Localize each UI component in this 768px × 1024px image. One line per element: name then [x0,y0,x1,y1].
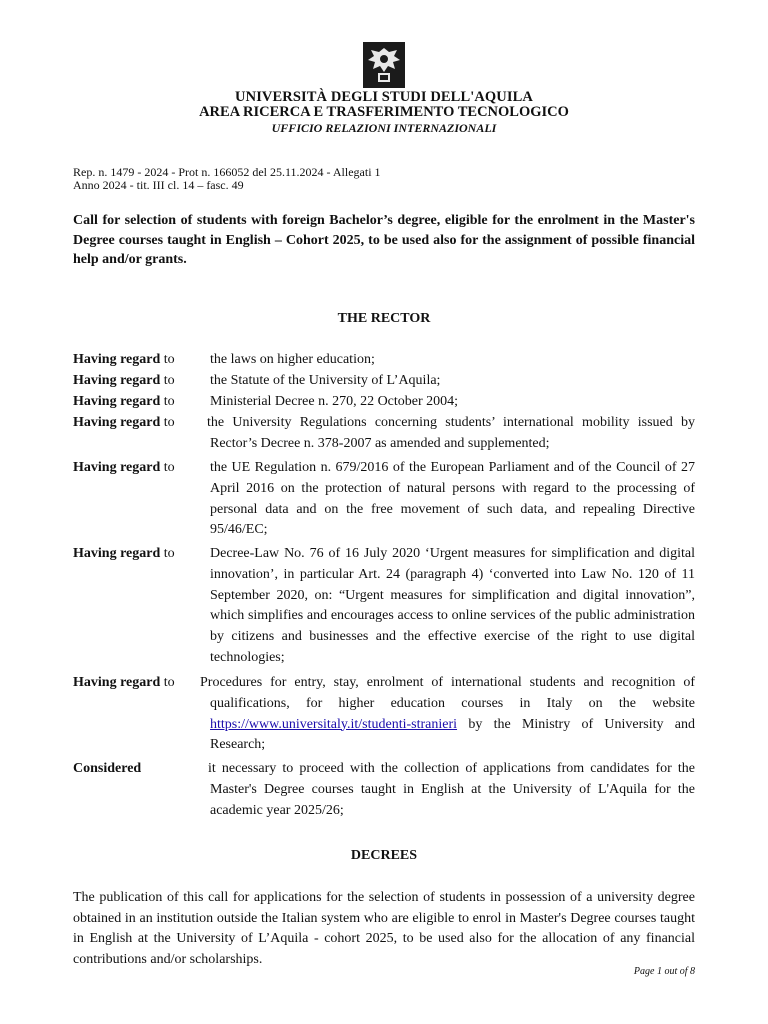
universitaly-link[interactable]: https://www.universitaly.it/studenti-stranieri [210,716,458,732]
clause-label: Having regard to [73,546,175,561]
page-number: Page 1 out of 8 [633,966,695,977]
clause-text: the UE Regulation n. 679/2016 of the European Parliament and of the Council of 27 April 2016 on the protection of natural persons with regard to the processing of personal data and on the free movement of such data, and repealing Directive 95/46/EC; [210,460,695,538]
clause-5 [73,458,695,541]
clause-label: Considered [73,761,142,776]
clause-text: Procedures for entry, stay, enrolment of international students and recognition of qualifications, for higher education courses in Italy on the website https://www.universitaly.it/studenti-stranieri by the Ministry of University and Research; [200,675,695,753]
clause-3 [73,392,695,413]
clause-8 [73,759,695,821]
clause-2 [73,371,695,392]
clause-label: Having regard to [73,460,175,475]
clause-text: the University Regulations concerning students’ international mobility issued by Rector’s Decree n. 378-2007 as amended and supplemented; [207,415,695,451]
clause-text: Decree-Law No. 76 of 16 July 2020 ‘Urgent measures for simplification and digital innovation’, in particular Art. 24 (paragraph 4) ‘converted into Law No. 120 of 11 September 2020, on: “Urgent measures for simplification and digital innovation”, which simplifies and encourages access to online services of the public administration by citizens and businesses and the effective exercise of the right to use digital technologies; [210,546,695,665]
clause-text: Ministerial Decree n. 270, 22 October 2004; [210,394,459,409]
clause-label: Having regard to [73,394,175,409]
clause-6 [73,544,695,669]
decree-text: The publication of this call for applications for the selection of students in possession of a university degree obtained in an institution outside the Italian system who are eligible to enrol in Master's Degree courses taught in English at the University of L’Aquila - cohort 2025, to be used also for the allocation of any financial contributions and/or scholarships. [73,890,695,967]
area-name: AREA RICERCA E TRASFERIMENTO TECNOLOGICO [199,104,569,120]
clause-4 [73,413,695,455]
clause-text: it necessary to proceed with the collection of applications from candidates for the Master's Degree courses taught in English at the University of L'Aquila for the academic year 2025/26; [208,761,695,818]
university-name: UNIVERSITÀ DEGLI STUDI DELL'AQUILA [235,89,533,105]
university-crest-logo [363,42,405,88]
decrees-heading: DECREES [350,848,418,863]
clause-7 [73,673,695,756]
clause-label: Having regard to [73,415,175,430]
clause-1 [73,350,695,371]
protocol-line-1: Rep. n. 1479 - 2024 - Prot n. 166052 del 25.11.2024 - Allegati 1 [73,165,381,179]
rector-heading: THE RECTOR [337,311,431,326]
call-title: Call for selection of students with foreign Bachelor’s degree, eligible for the enrolment in the Master's Degree courses taught in English – Cohort 2025, to be used also for the assignment of possible financial help and/or grants. [73,213,695,267]
protocol-line-2: Anno 2024 - tit. III cl. 14 – fasc. 49 [73,178,244,192]
clause-text: the Statute of the University of L’Aquila; [210,373,441,388]
office-name: UFFICIO RELAZIONI INTERNAZIONALI [271,121,497,135]
clause-label: Having regard to [73,675,175,690]
clause-text: the laws on higher education; [210,352,375,367]
clause-label: Having regard to [73,352,175,367]
clause-label: Having regard to [73,373,175,388]
